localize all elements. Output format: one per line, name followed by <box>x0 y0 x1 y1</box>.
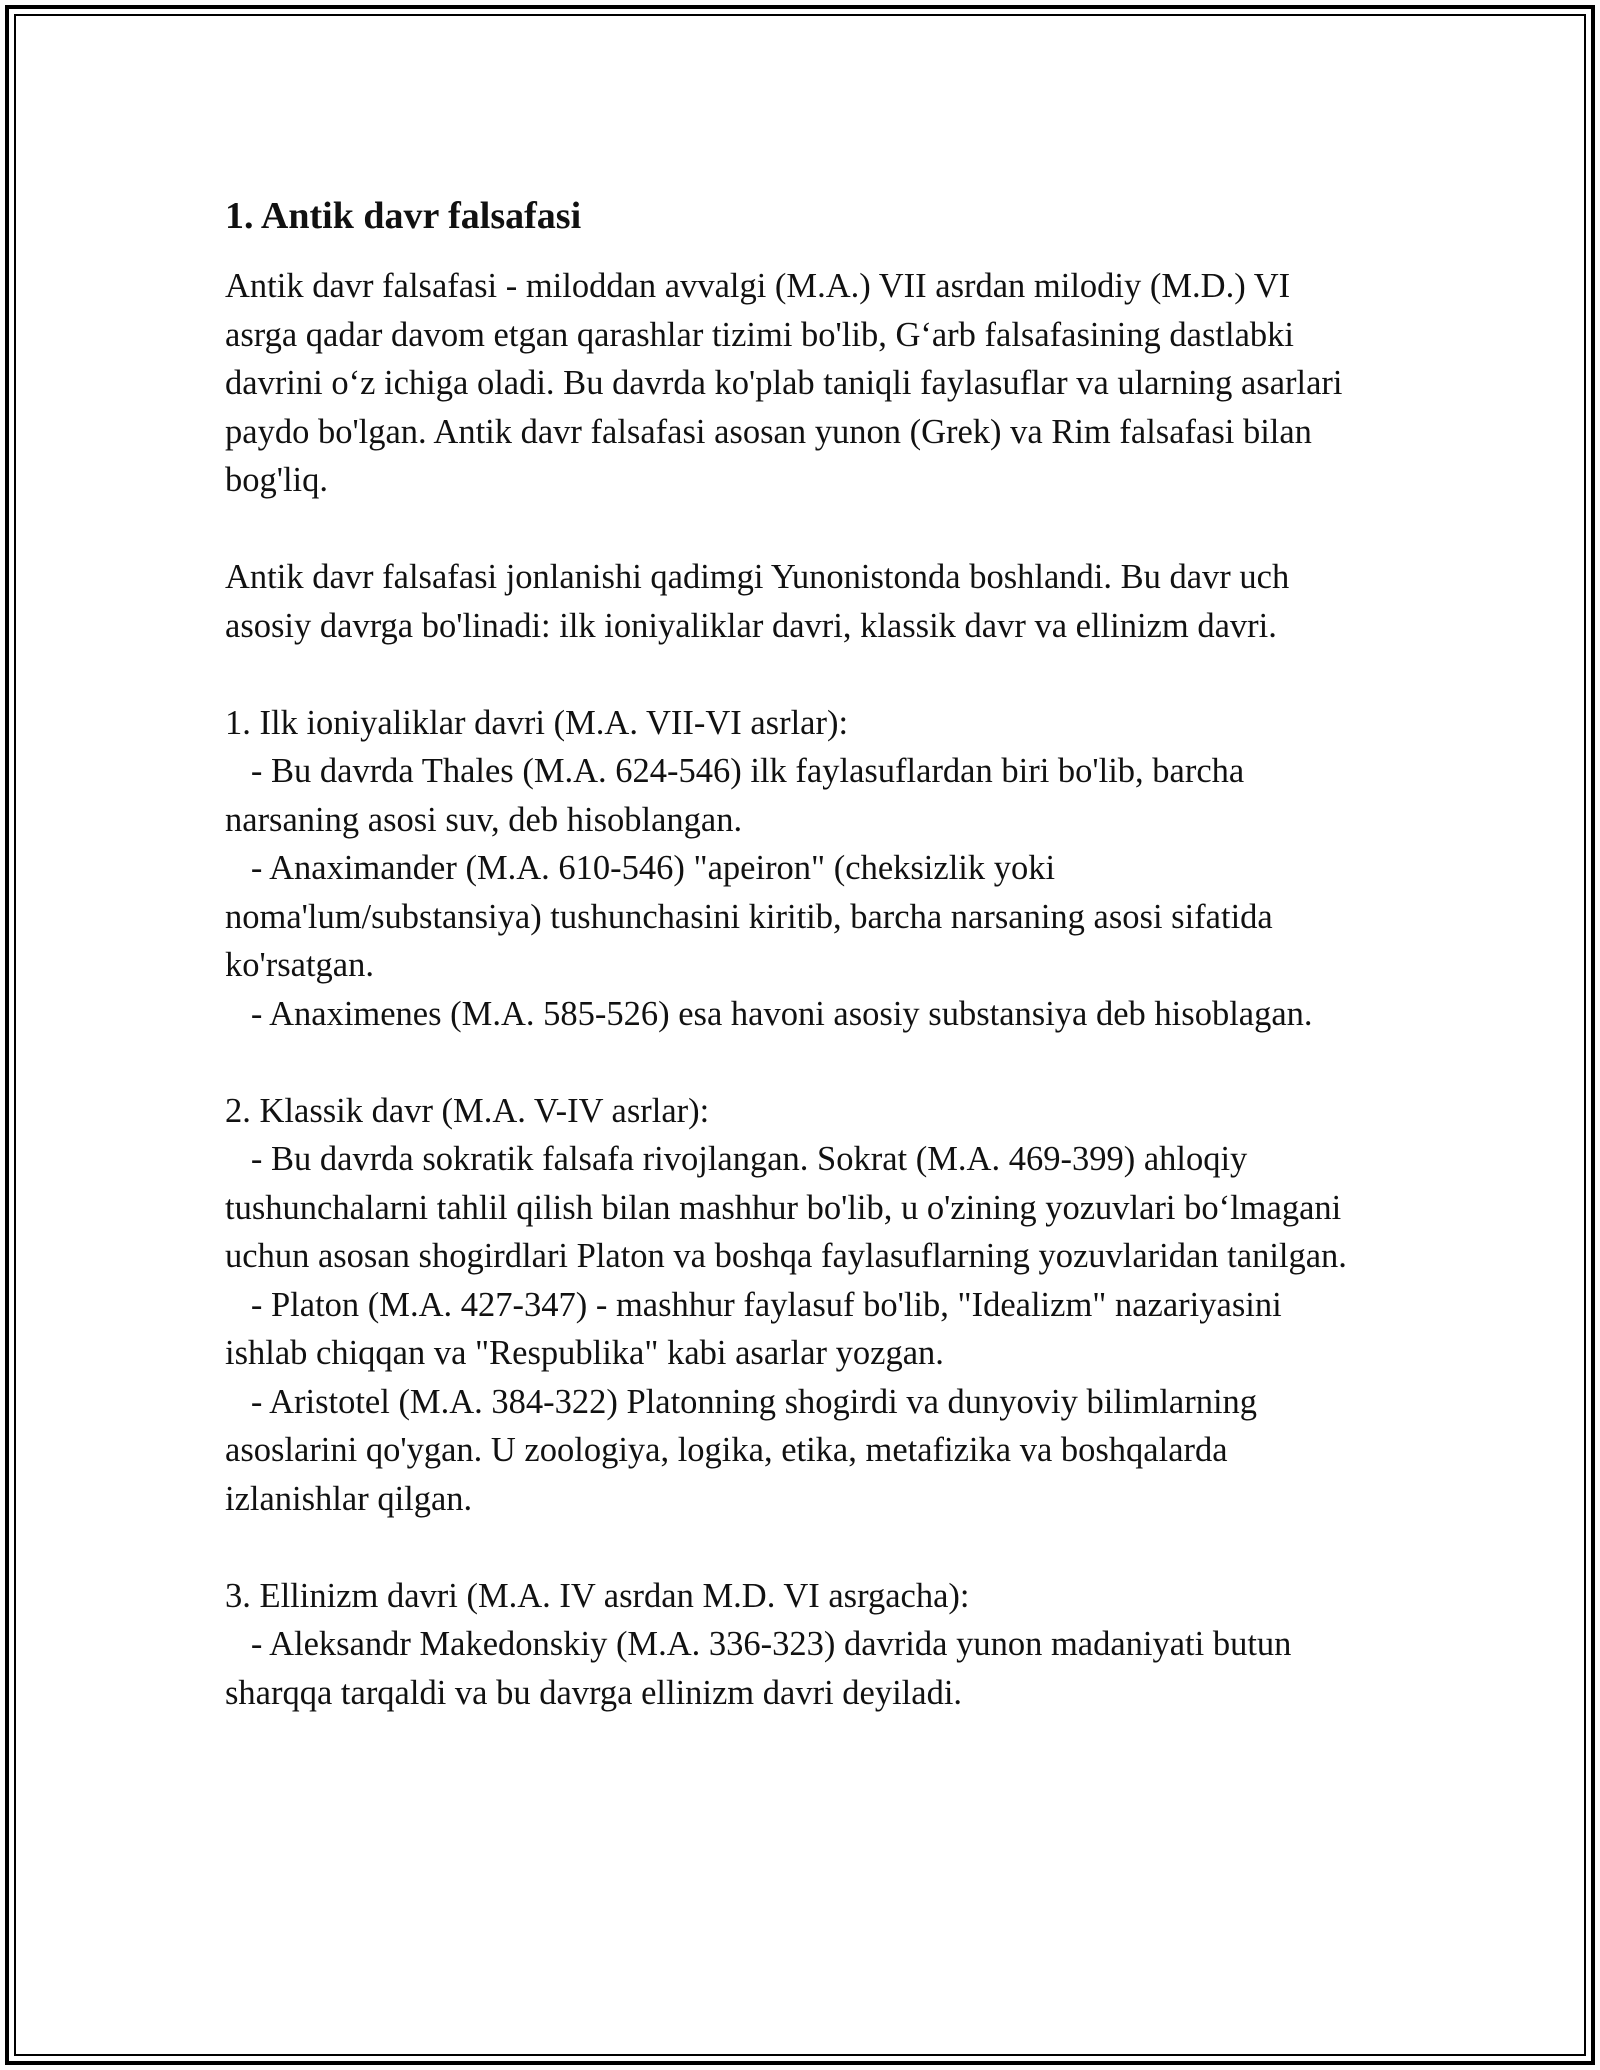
periods-paragraph: Antik davr falsafasi jonlanishi qadimgi Yunonistonda boshlandi. Bu davr uch asosiy davrga bo'linadi: ilk ioniyaliklar davri, klassik davr va ellinizm davri. <box>225 558 1298 645</box>
list-item: - Anaximenes (M.A. 585-526) esa havoni asosiy substansiya deb hisoblagan. <box>225 994 1313 1033</box>
list-item: - Bu davrda Thales (M.A. 624-546) ilk faylasuflardan biri bo'lib, barcha narsaning asosi suv, deb hisoblangan. <box>225 752 1253 839</box>
list-item: - Aristotel (M.A. 384-322) Platonning shogirdi va dunyoviy bilimlarning asoslarini qo'ygan. U zoologiya, logika, etika, metafizika va boshqalarda izlanishlar qilgan. <box>225 1382 1266 1518</box>
intro-paragraph: Antik davr falsafasi - miloddan avvalgi (M.A.) VII asrdan milodiy (M.D.) VI asrga qadar davom etgan qarashlar tizimi bo'lib, G‘arb falsafasining dastlabki davrini o‘z ichiga oladi. Bu davrda ko'plab taniqli faylasuflar va ularning asarlari paydo bo'lgan. Antik davr falsafasi asosan yunon (Grek) va Rim falsafasi bilan bog'liq. <box>225 267 1352 499</box>
paragraph-gap <box>225 1523 1365 1572</box>
list-item: - Platon (M.A. 427-347) - mashhur faylasuf bo'lib, "Idealizm" nazariyasini ishlab chiqqan va "Respublika" kabi asarlar yozgan. <box>225 1285 1291 1372</box>
paragraph-gap <box>225 505 1365 554</box>
list-item: - Bu davrda sokratik falsafa rivojlangan. Sokrat (M.A. 469-399) ahloqiy tushunchalarni tahlil qilish bilan mashhur bo'lib, u o'zining yozuvlari bo‘lmagani uchun asosan shogirdlari Platon va boshqa faylasuflarning yozuvlaridan tanilgan. <box>225 1140 1350 1275</box>
page-title: 1. Antik davr falsafasi <box>225 195 582 237</box>
paragraph-gap <box>225 650 1365 699</box>
section-ionian-period <box>225 699 1365 1039</box>
paragraph-gap <box>225 1038 1365 1087</box>
section-heading: 3. Ellinizm davri (M.A. IV asrdan M.D. VI asrgacha): <box>225 1576 970 1615</box>
section-hellenistic-period <box>225 1572 1365 1718</box>
list-item: - Anaximander (M.A. 610-546) "apeiron" (cheksizlik yoki noma'lum/substansiya) tushunchasini kiritib, barcha narsaning asosi sifatida ko'rsatgan. <box>225 849 1282 984</box>
list-item: - Aleksandr Makedonskiy (M.A. 336-323) davrida yunon madaniyati butun sharqqa tarqaldi va bu davrga ellinizm davri deyiladi. <box>225 1625 1301 1712</box>
section-heading: 1. Ilk ioniyaliklar davri (M.A. VII-VI asrlar): <box>225 703 849 742</box>
section-classical-period <box>225 1087 1365 1524</box>
document-body <box>225 192 1365 1717</box>
section-heading: 2. Klassik davr (M.A. V-IV asrlar): <box>225 1091 710 1130</box>
